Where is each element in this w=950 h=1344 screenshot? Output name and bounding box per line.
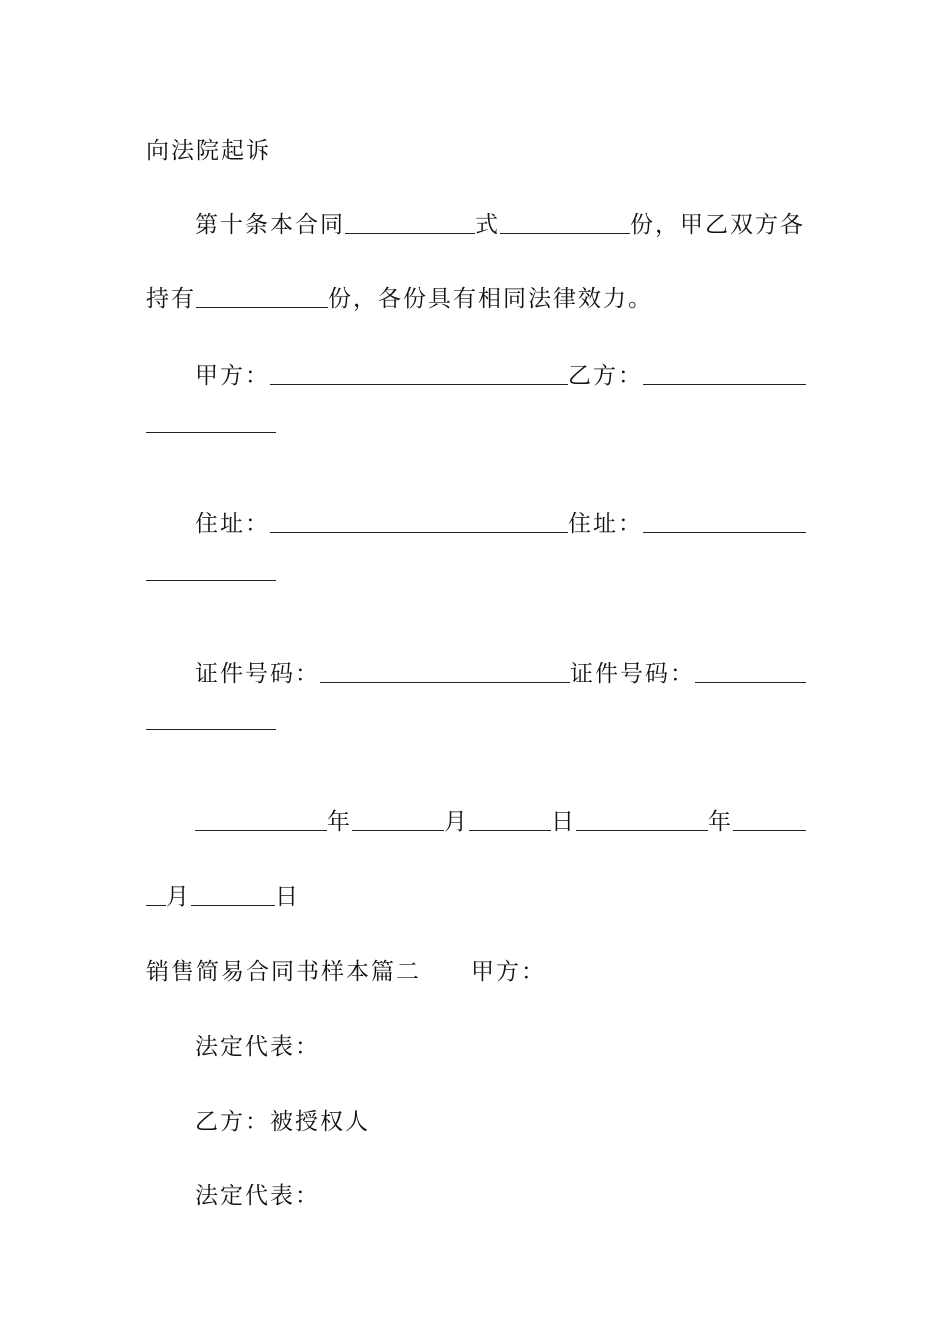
party-a-label: 甲方： [195,363,270,389]
address-label-a: 住址： [195,511,270,537]
id-b-blank-continued [146,728,276,730]
section-title: 销售简易合同书样本篇二 [146,959,421,985]
party-b-line [195,1107,806,1137]
text-line [146,136,806,166]
continuation-line [146,431,806,439]
continuation-line [146,728,806,736]
legal-rep-line [195,1181,806,1211]
clause-10-line-2 [146,284,806,314]
continuation-line [146,579,806,587]
clause-10-text: 持有 [146,286,196,312]
id-a-blank [320,681,570,683]
blank-copies-format [345,232,475,234]
party-b-blank [643,383,806,385]
id-label-a: 证件号码： [195,661,320,687]
text-sue-in-court: 向法院起诉 [146,138,271,164]
day-label: 日 [551,809,576,835]
day-a-blank [469,829,551,831]
address-b-blank [643,531,806,533]
clause-10-text: 份，各份具有相同法律效力。 [328,286,653,312]
month-label: 月 [444,809,469,835]
address-a-blank [270,531,568,533]
party-a-blank [270,383,568,385]
clause-10-line-1 [195,210,806,240]
id-label-b: 证件号码： [570,661,695,687]
clause-10-text: 第十条本合同 [195,212,345,238]
legal-representative-label: 法定代表： [195,1034,320,1060]
clause-10-text: 式 [475,212,500,238]
clause-10-text: 份，甲乙双方各 [630,212,805,238]
blank-each-holds [196,306,328,308]
address-line [195,509,806,539]
section-heading-line [146,957,806,987]
blank-copies-count [500,232,630,234]
address-label-b: 住址： [568,511,643,537]
year-label: 年 [327,809,352,835]
date-line [195,807,806,837]
day-label: 日 [275,884,300,910]
date-line-continued [146,882,806,912]
party-b-authorized-label: 乙方：被授权人 [195,1109,370,1135]
party-signature-line [195,361,806,391]
address-b-blank-continued [146,579,276,581]
party-b-blank-continued [146,431,276,433]
legal-rep-line [195,1032,806,1062]
day-b-blank [191,904,275,906]
year-a-blank [195,829,327,831]
id-b-blank [695,681,806,683]
party-a-heading: 甲方： [471,959,546,985]
year-b-blank [576,829,708,831]
party-b-label: 乙方： [568,363,643,389]
id-number-line [195,659,806,689]
month-label: 月 [166,884,191,910]
legal-representative-label: 法定代表： [195,1183,320,1209]
year-label: 年 [708,809,733,835]
month-b-blank-continued [146,904,166,906]
month-b-blank [733,829,806,831]
month-a-blank [352,829,444,831]
